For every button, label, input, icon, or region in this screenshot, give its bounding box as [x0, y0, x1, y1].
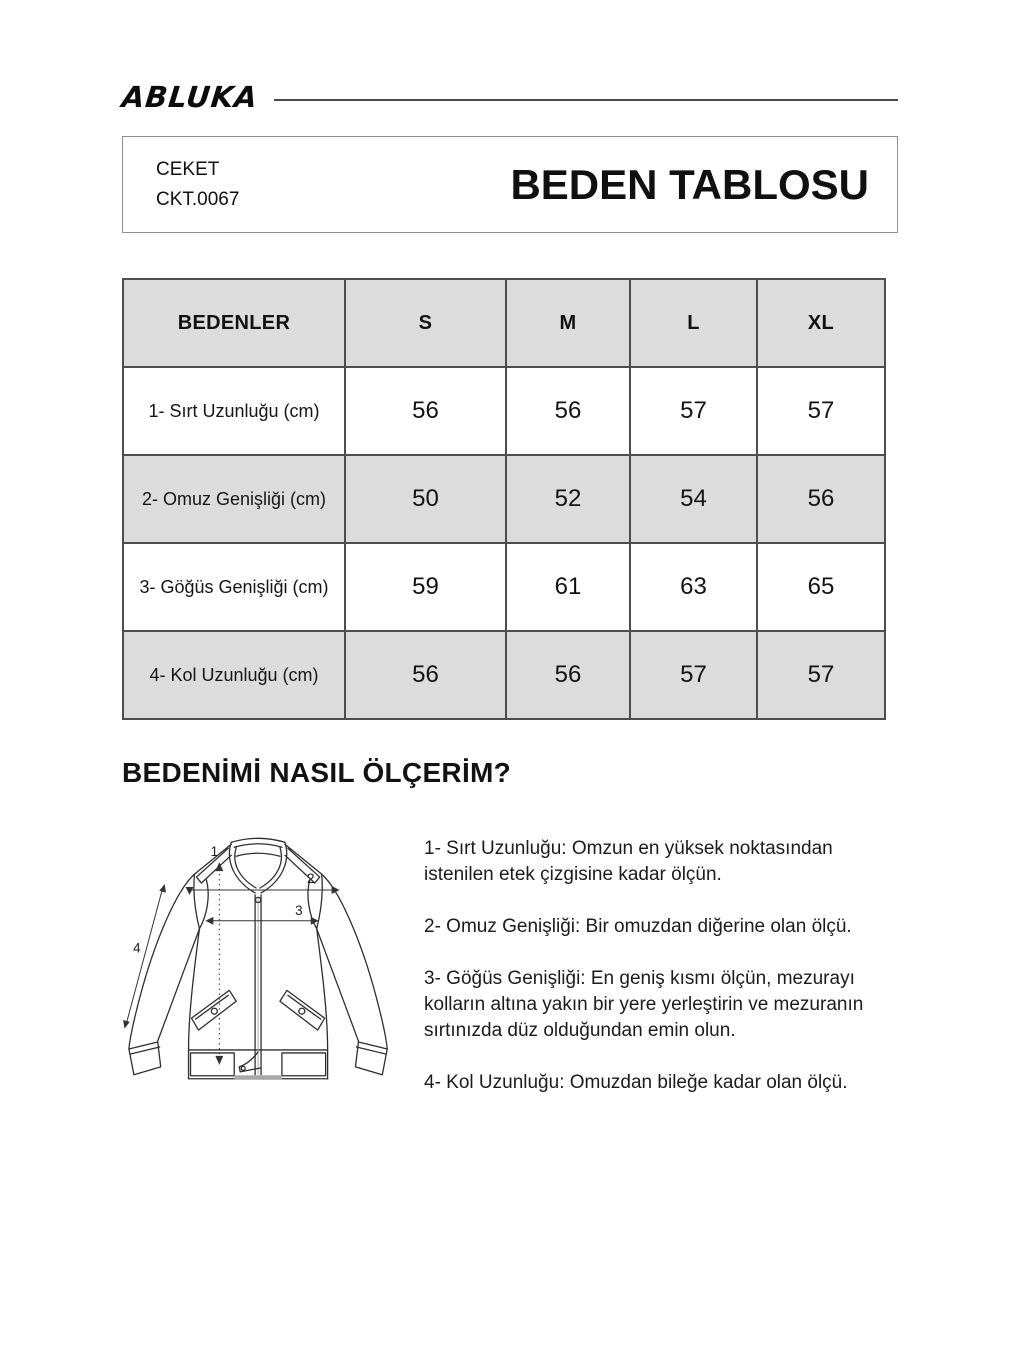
arrowheads: [123, 862, 339, 1065]
size-value: 56: [345, 631, 506, 719]
column-header: XL: [757, 279, 885, 367]
measure-line-4: [126, 888, 163, 1025]
row-label: 2- Omuz Genişliği (cm): [123, 455, 345, 543]
size-value: 50: [345, 455, 506, 543]
measurement-arrows: [126, 869, 337, 1058]
size-value: 57: [757, 631, 885, 719]
diagram-label-1: 1: [210, 844, 219, 860]
instruction-sleeve-length: 4- Kol Uzunluğu: Omuzdan bileğe kadar olan ölçü.: [424, 1072, 848, 1093]
column-header: L: [630, 279, 757, 367]
size-value: 56: [757, 455, 885, 543]
instruction-shoulder-width: 2- Omuz Genişliği: Bir omuzdan diğerine olan ölçü.: [424, 916, 852, 937]
size-value: 52: [506, 455, 630, 543]
table-row: [123, 543, 885, 631]
brand-logo: ABLUKA: [120, 80, 260, 114]
column-header: M: [506, 279, 630, 367]
diagram-label-4: 4: [133, 940, 141, 956]
diagram-label-2: 2: [307, 871, 315, 887]
size-value: 56: [506, 367, 630, 455]
row-label: 4- Kol Uzunluğu (cm): [123, 631, 345, 719]
size-value: 57: [757, 367, 885, 455]
size-value: 57: [630, 631, 757, 719]
diagram-label-3: 3: [295, 902, 303, 918]
jacket-line-drawing: [116, 832, 424, 1098]
brand-divider-line: [274, 99, 898, 101]
size-value: 65: [757, 543, 885, 631]
size-value: 56: [506, 631, 630, 719]
jacket-diagram: [116, 832, 424, 1098]
table-header-row: [123, 279, 885, 367]
size-value: 56: [345, 367, 506, 455]
column-header: S: [345, 279, 506, 367]
size-value: 54: [630, 455, 757, 543]
size-value: 61: [506, 543, 630, 631]
size-value: 59: [345, 543, 506, 631]
table-row: [123, 367, 885, 455]
instruction-back-length: 1- Sırt Uzunluğu: Omzun en yüksek noktasından istenilen etek çizgisine kadar ölçün.: [424, 838, 833, 885]
title-box: [122, 136, 898, 233]
column-header: BEDENLER: [123, 279, 345, 367]
size-value: 57: [630, 367, 757, 455]
page-title: BEDEN TABLOSU: [510, 160, 869, 208]
table-row: [123, 455, 885, 543]
size-table: [122, 278, 886, 720]
product-type: CEKET: [156, 158, 220, 180]
row-label: 1- Sırt Uzunluğu (cm): [123, 367, 345, 455]
measure-instructions: [424, 832, 908, 1122]
hem-zipper-guard: [234, 1075, 282, 1079]
how-to-measure-heading: BEDENİMİ NASIL ÖLÇERİM?: [122, 757, 512, 788]
brand-row: [122, 80, 898, 114]
size-value: 63: [630, 543, 757, 631]
product-code: CKT.0067: [156, 188, 240, 210]
table-row: [123, 631, 885, 719]
measure-section: [116, 832, 908, 1122]
product-info: [123, 155, 239, 215]
instruction-chest-width: 3- Göğüs Genişliği: En geniş kısmı ölçün, mezurayı kolların altına yakın bir yere yerleştirin ve mezuranın sırtınızda düz olduğundan emin olun.: [424, 968, 864, 1041]
row-label: 3- Göğüs Genişliği (cm): [123, 543, 345, 631]
